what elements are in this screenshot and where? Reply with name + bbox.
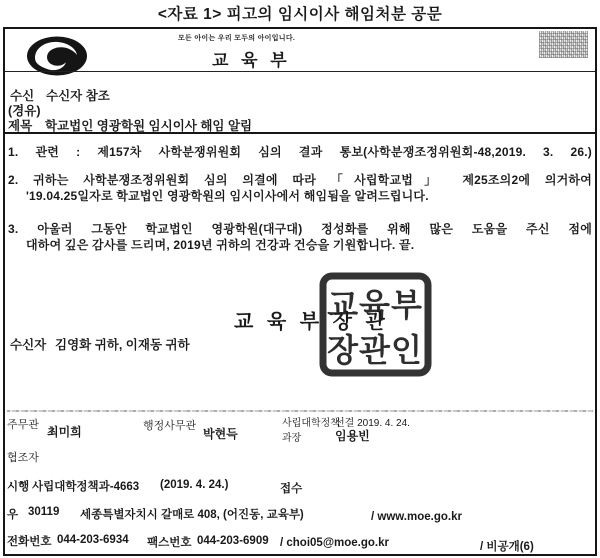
website-text: / www.moe.go.kr: [371, 511, 462, 523]
cooperator-label: 협조자: [7, 452, 39, 464]
header-divider: [5, 71, 595, 72]
subject-value: 학교법인 영광학원 임시이사 해임 알림: [45, 119, 253, 133]
ministry-name: 교 육 부: [212, 51, 291, 70]
dispatch-label: 시행: [7, 481, 30, 493]
email-text: / choi05@moe.go.kr: [280, 537, 389, 549]
seal-text-row-1: 교육부: [327, 286, 423, 324]
footer-divider: [7, 410, 593, 412]
official-letter: [3, 27, 597, 556]
via-line: (경유): [8, 104, 41, 118]
dispatch-date: (2019. 4. 24.): [160, 479, 229, 491]
staff-name-1: 최미희: [47, 425, 82, 439]
body-paragraph-3-line-2: 대하여 깊은 감사를 드리며, 2019년 귀하의 건강과 건승을 기원합니다. 끝.: [26, 238, 415, 252]
body-paragraph-2-line-2: '19.04.25일자로 학교법인 영광학원의 임시이사에서 해임됨을 알려드립니다.: [26, 189, 429, 203]
manager-title: 과장: [282, 433, 302, 444]
fax-number: 044-203-6909: [197, 535, 269, 547]
zip-label: 우: [7, 509, 19, 521]
government-emblem-icon: [25, 35, 89, 82]
staff-title-2: 행정사무관: [143, 420, 197, 432]
staff-name-2: 박현득: [203, 427, 238, 441]
official-seal-icon: [318, 271, 433, 378]
staff-title-1: 주무관: [7, 419, 39, 431]
tel-number: 044-203-6934: [57, 534, 129, 546]
manager-name: 임용빈: [335, 429, 370, 443]
department-name: 사립대학정책: [282, 418, 340, 429]
body-paragraph-2-line-1: 2. 귀하는 사학분쟁조정위원회 심의 의결에 따라 「사립학교법」 제25조의2에 의거하여: [8, 173, 592, 187]
disclosure-text: / 비공개(6): [480, 541, 534, 553]
dispatch-doc-no: 사립대학정책과-4663: [32, 481, 140, 493]
recipients-line-value: 김영화 귀하, 이재동 귀하: [55, 338, 190, 352]
tel-label: 전화번호: [7, 536, 52, 548]
recipient-label: 수신: [10, 89, 35, 103]
subject-label: 제목: [8, 119, 33, 133]
recipients-line-label: 수신자: [10, 338, 47, 352]
page-title: <자료 1> 피고의 임시이사 해임처분 공문: [157, 6, 443, 23]
seal-text-row-2: 장관인: [327, 331, 423, 369]
body-paragraph-3-line-1: 3. 아울러 그동안 학교법인 영광학원(대구대) 정성화를 위해 많은 도움을 주신 점에: [8, 222, 592, 236]
zip-code: 30119: [28, 506, 60, 518]
receipt-label: 접수: [280, 483, 303, 495]
body-paragraph-1: 1. 관련 : 제157차 사학분쟁위원회 심의 결과 통보(사학분쟁조정위원회-48,2019. 3. 26.): [8, 145, 592, 159]
fax-label: 팩스번호: [147, 537, 192, 549]
minister-signature: 교 육 부 장 관: [234, 311, 389, 333]
subject-divider: [5, 132, 595, 134]
address-text: 세종특별자치시 갈매로 408, (어진동, 교육부): [80, 509, 304, 521]
security-barcode-icon: [539, 31, 588, 58]
ministry-slogan: 모든 아이는 우리 모두의 아이입니다.: [178, 35, 296, 42]
recipient-value: 수신자 참조: [46, 89, 110, 103]
approval-note: 선결 2019. 4. 24.: [335, 418, 410, 429]
